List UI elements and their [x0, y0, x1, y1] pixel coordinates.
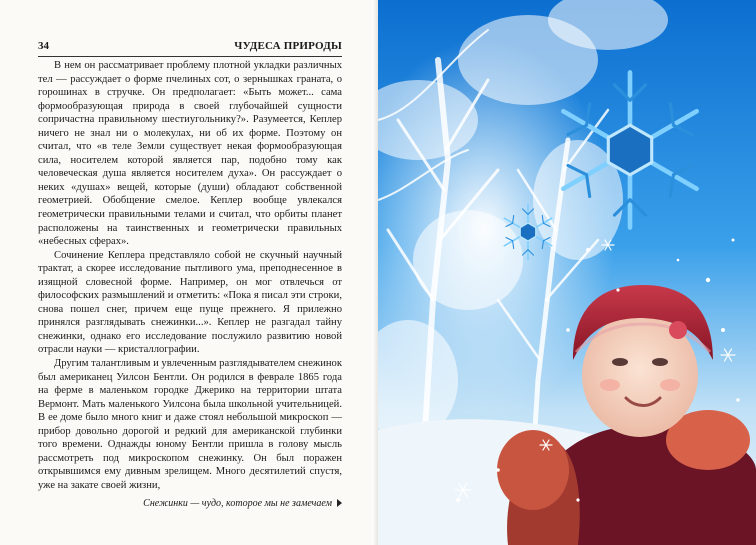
- paragraph-1: В нем он рассматривает проблему плотной укладки различных тел — рассуждает о форме пчелиных сот, о зернышках граната, о горошинах в стручке. Он предполагает: «Быть может... сама формообразующая природа в своей глубочайшей сущности сопричастна правильному шестиугольнику?». Разумеется, Кеплер ничего не знал ни о молекулах, ни об их форме. Поэтому он считал, что «в теле Земли существует некая формообразующая сила, носителем которой является пар, подобно тому как человеческая душа является носителем духа». Он рассуждает о неких «душах» вещей, которые (души) обладают собственной геометрией. Обобщение смелое. Кеплер вообще увлекался геометрически правильными телами и считал, что орбиты планет расположены на таинственных и геометрически правильных «небесных сферах».: [38, 60, 342, 248]
- page-number: 34: [38, 40, 49, 52]
- header-rule: [38, 56, 342, 57]
- winter-photo: [378, 0, 756, 545]
- page-header: [38, 40, 342, 54]
- paragraph-2: Сочинение Кеплера представляло собой не скучный научный трактат, а скорее исследование пытливого ума, преподнесенное в изящной словесной форме. Например, он мог отвлечься от философских размышлений и отметить: «Пока я писал эти строки, снова пошел снег, причем еще пуще прежнего. Я прилежно принялся разглядывать снежинки...». Кеплер не разгадал тайну снежинки, однако его исследование послужило развитию новой отрасли науки — кристаллографии.: [38, 249, 342, 356]
- footer-caption: Снежинки — чудо, которое мы не замечаем: [143, 498, 332, 509]
- paragraph-3: Другим талантливым и увлеченным разглядывателем снежинок был американец Уилсон Бентли. Он родился в феврале 1865 года на ферме в маленьком городке Джерико на территории штата Вермонт. Мать маленького Уилсона была школьной учительницей. В ее доме было много книг и даже стоял небольшой микроскоп — прибор довольно дорогой и редкий для американской глубинки того времени. Однажды юному Бентли пришла в голову мысль рассмотреть под микроскопом снежинку. Он был поражен открывшимся ему дивным зрелищем. Много десятилетий спустя, уже на закате своей жизни,: [38, 358, 342, 491]
- body-text: [38, 59, 342, 493]
- page-footer: [38, 498, 342, 509]
- arrow-right-icon: [337, 499, 342, 507]
- running-title: ЧУДЕСА ПРИРОДЫ: [234, 40, 342, 52]
